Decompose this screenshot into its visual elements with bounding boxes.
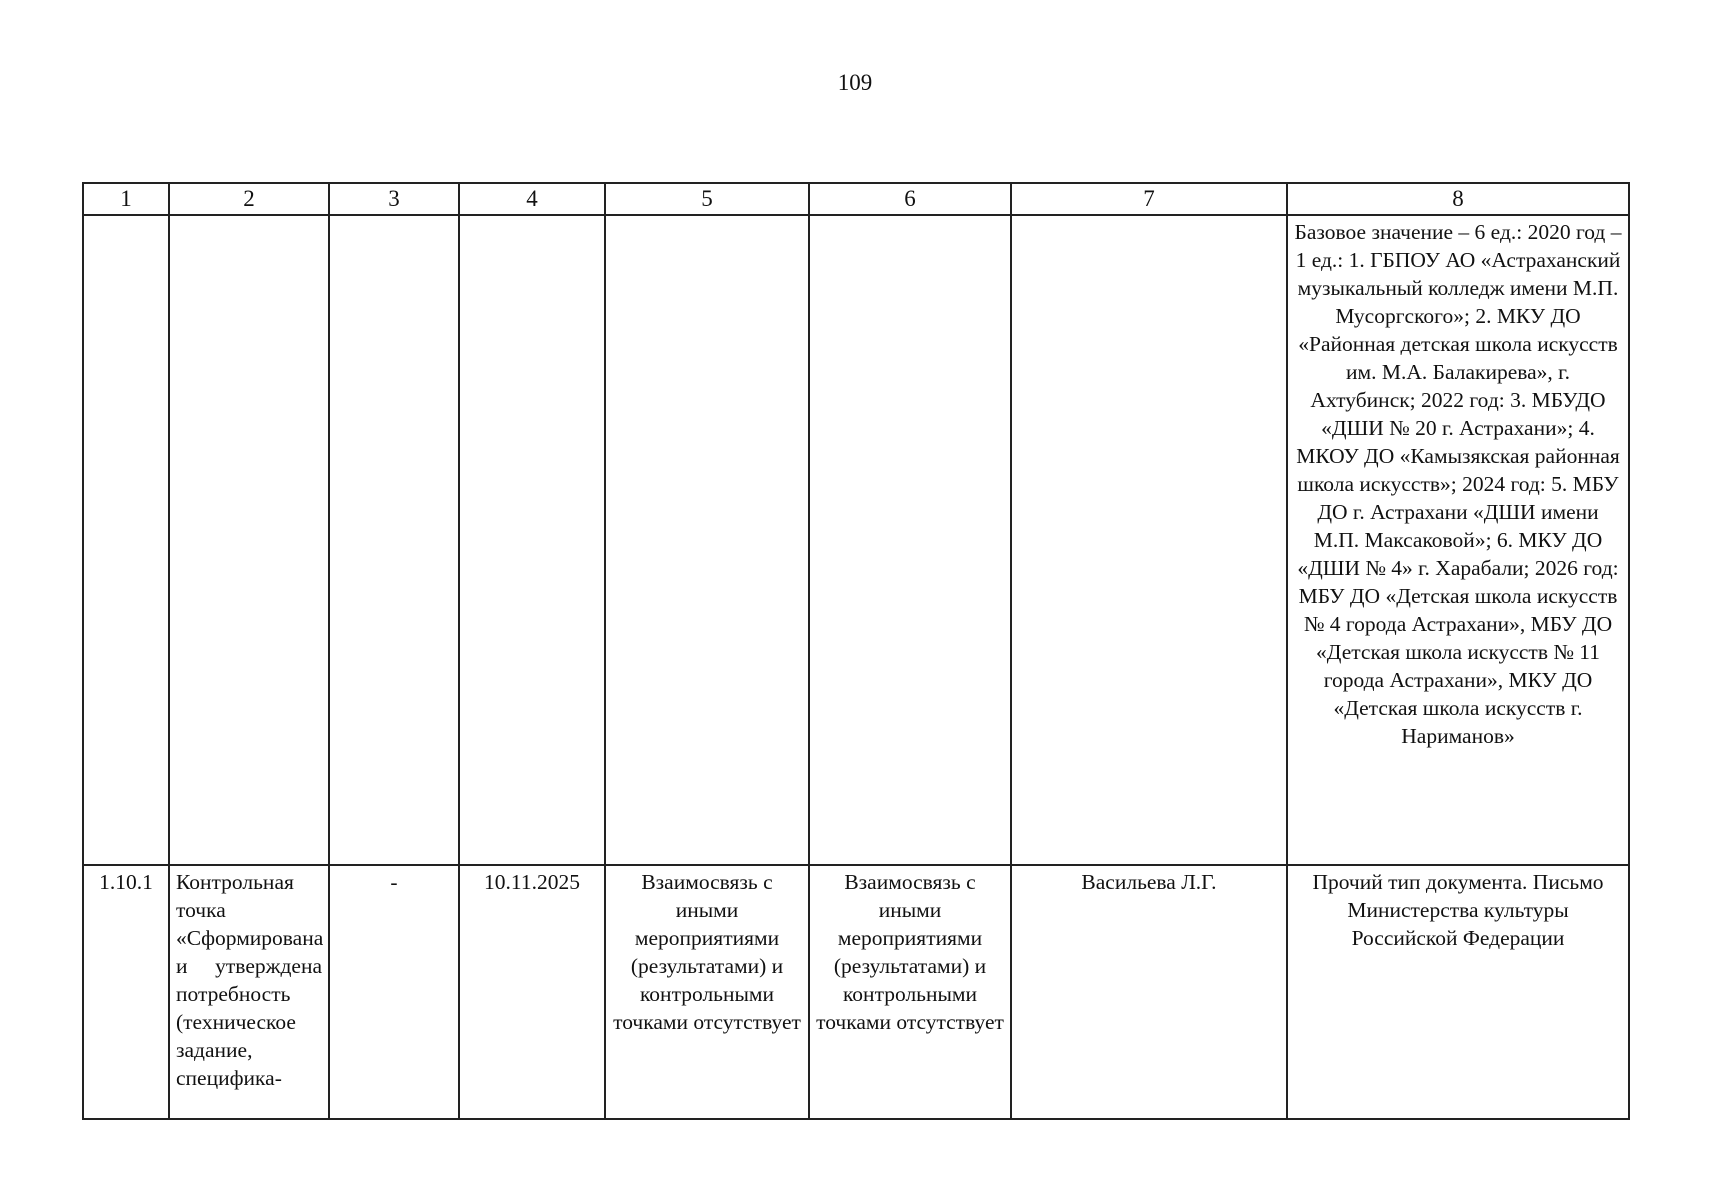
document-table [82, 182, 1630, 1120]
responsible-cell: Васильева Л.Г. [1011, 865, 1287, 1119]
base-value-cell: Базовое значение – 6 ед.: 2020 год – 1 ед.: 1. ГБПОУ АО «Астраханский музыкальный колледж имени М.П. Мусоргского»; 2. МКУ ДО «Районная детская школа искусств им. М.А. Балакирева», г. Ахтубинск; 2022 год: 3. МБУДО «ДШИ № 20 г. Астрахани»; 4. МКОУ ДО «Камызякская районная школа искусств»; 2024 год: 5. МБУ ДО г. Астрахани «ДШИ имени М.П. Максаковой»; 6. МКУ ДО «ДШИ № 4» г. Харабали; 2026 год: МБУ ДО «Детская школа искусств № 4 города Астрахани», МБУ ДО «Детская школа искусств № 11 города Астрахани», МКУ ДО «Детская школа искусств г. Нариманов» [1287, 215, 1629, 865]
table-row [83, 865, 1629, 1119]
header-col-6: 6 [809, 183, 1011, 215]
table-row [83, 215, 1629, 865]
header-col-5: 5 [605, 183, 809, 215]
header-col-3: 3 [329, 183, 459, 215]
header-col-1: 1 [83, 183, 169, 215]
header-col-8: 8 [1287, 183, 1629, 215]
relation-cell-2: Взаимосвязь с иными мероприятиями (результатами) и контрольными точками отсутствует [809, 865, 1011, 1119]
control-point-cell: Контрольная точка «Сформирована и утверждена потребность (техническое задание, специфика- [169, 865, 329, 1119]
document-type-cell: Прочий тип документа. Письмо Министерства культуры Российской Федерации [1287, 865, 1629, 1119]
cell-empty [329, 215, 459, 865]
col3-cell: - [329, 865, 459, 1119]
date-cell: 10.11.2025 [459, 865, 605, 1119]
cell-empty [169, 215, 329, 865]
header-col-2: 2 [169, 183, 329, 215]
cell-empty [1011, 215, 1287, 865]
table-header-row [83, 183, 1629, 215]
header-col-7: 7 [1011, 183, 1287, 215]
cell-empty [809, 215, 1011, 865]
header-col-4: 4 [459, 183, 605, 215]
cell-empty [605, 215, 809, 865]
page-number: 109 [837, 70, 873, 95]
cell-empty [459, 215, 605, 865]
row-number-cell: 1.10.1 [83, 865, 169, 1119]
relation-cell: Взаимосвязь с иными мероприятиями (результатами) и контрольными точками отсутствует [605, 865, 809, 1119]
cell-empty [83, 215, 169, 865]
